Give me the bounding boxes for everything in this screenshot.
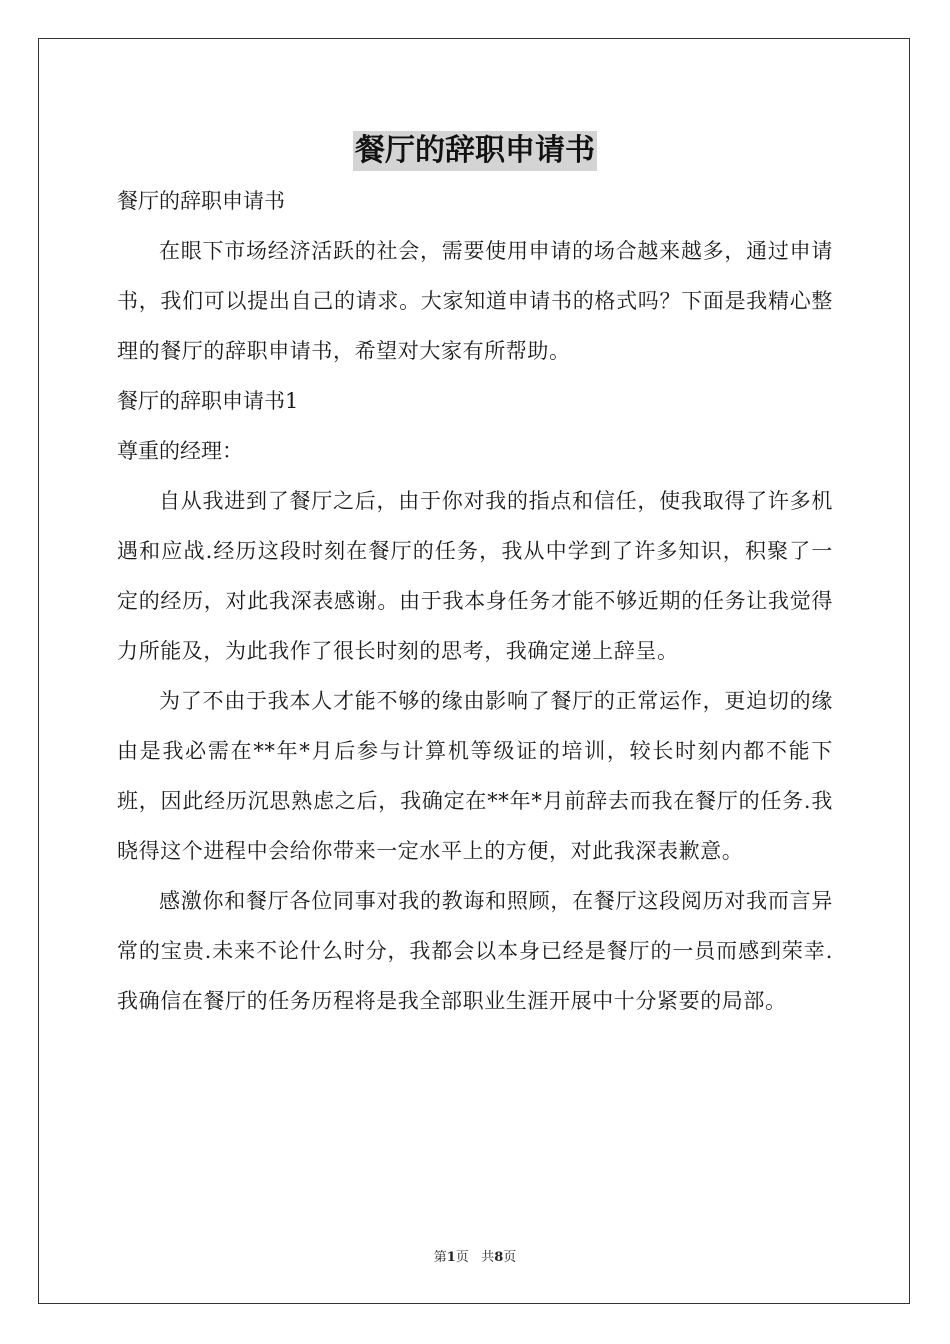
section-heading: 餐厅的辞职申请书1 <box>117 389 299 413</box>
page-total: 8 <box>494 1250 504 1265</box>
intro-paragraph: 在眼下市场经济活跃的社会，需要使用申请的场合越来越多，通过申请书，我们可以提出自己的请求。大家知道申请书的格式吗？下面是我精心整理的餐厅的辞职申请书，希望对大家有所帮助。 <box>117 239 833 363</box>
document-body <box>117 126 833 1026</box>
page-suffix: 页 <box>503 1250 517 1265</box>
body-paragraph: 自从我进到了餐厅之后，由于你对我的指点和信任，使我取得了许多机遇和应战.经历这段时刻在餐厅的任务，我从中学到了许多知识，积聚了一定的经历，对此我深表感谢。由于我本身任务才能不够近期的任务让我觉得力所能及，为此我作了很长时刻的思考，我确定递上辞呈。 <box>117 489 833 663</box>
body-paragraph: 感激你和餐厅各位同事对我的教诲和照顾，在餐厅这段阅历对我而言异常的宝贵.未来不论什么时分，我都会以本身已经是餐厅的一员而感到荣幸.我确信在餐厅的任务历程将是我全部职业生涯开展中十分紧要的局部。 <box>117 889 833 1013</box>
document-subtitle: 餐厅的辞职申请书 <box>117 189 285 213</box>
page-mid: 页 共 <box>455 1250 495 1265</box>
salutation: 尊重的经理： <box>117 439 243 463</box>
document-title-wrapper <box>117 126 833 172</box>
body-paragraph: 为了不由于我本人才能不够的缘由影响了餐厅的正常运作，更迫切的缘由是我必需在**年*月后参与计算机等级证的培训，较长时刻内都不能下班，因此经历沉思熟虑之后，我确定在**年*月前辞去而我在餐厅的任务.我晓得这个进程中会给你带来一定水平上的方便，对此我深表歉意。 <box>117 689 833 863</box>
page-footer <box>0 1246 950 1265</box>
page-prefix: 第 <box>433 1250 447 1265</box>
page-current: 1 <box>446 1250 456 1265</box>
document-title: 餐厅的辞职申请书 <box>353 131 597 171</box>
